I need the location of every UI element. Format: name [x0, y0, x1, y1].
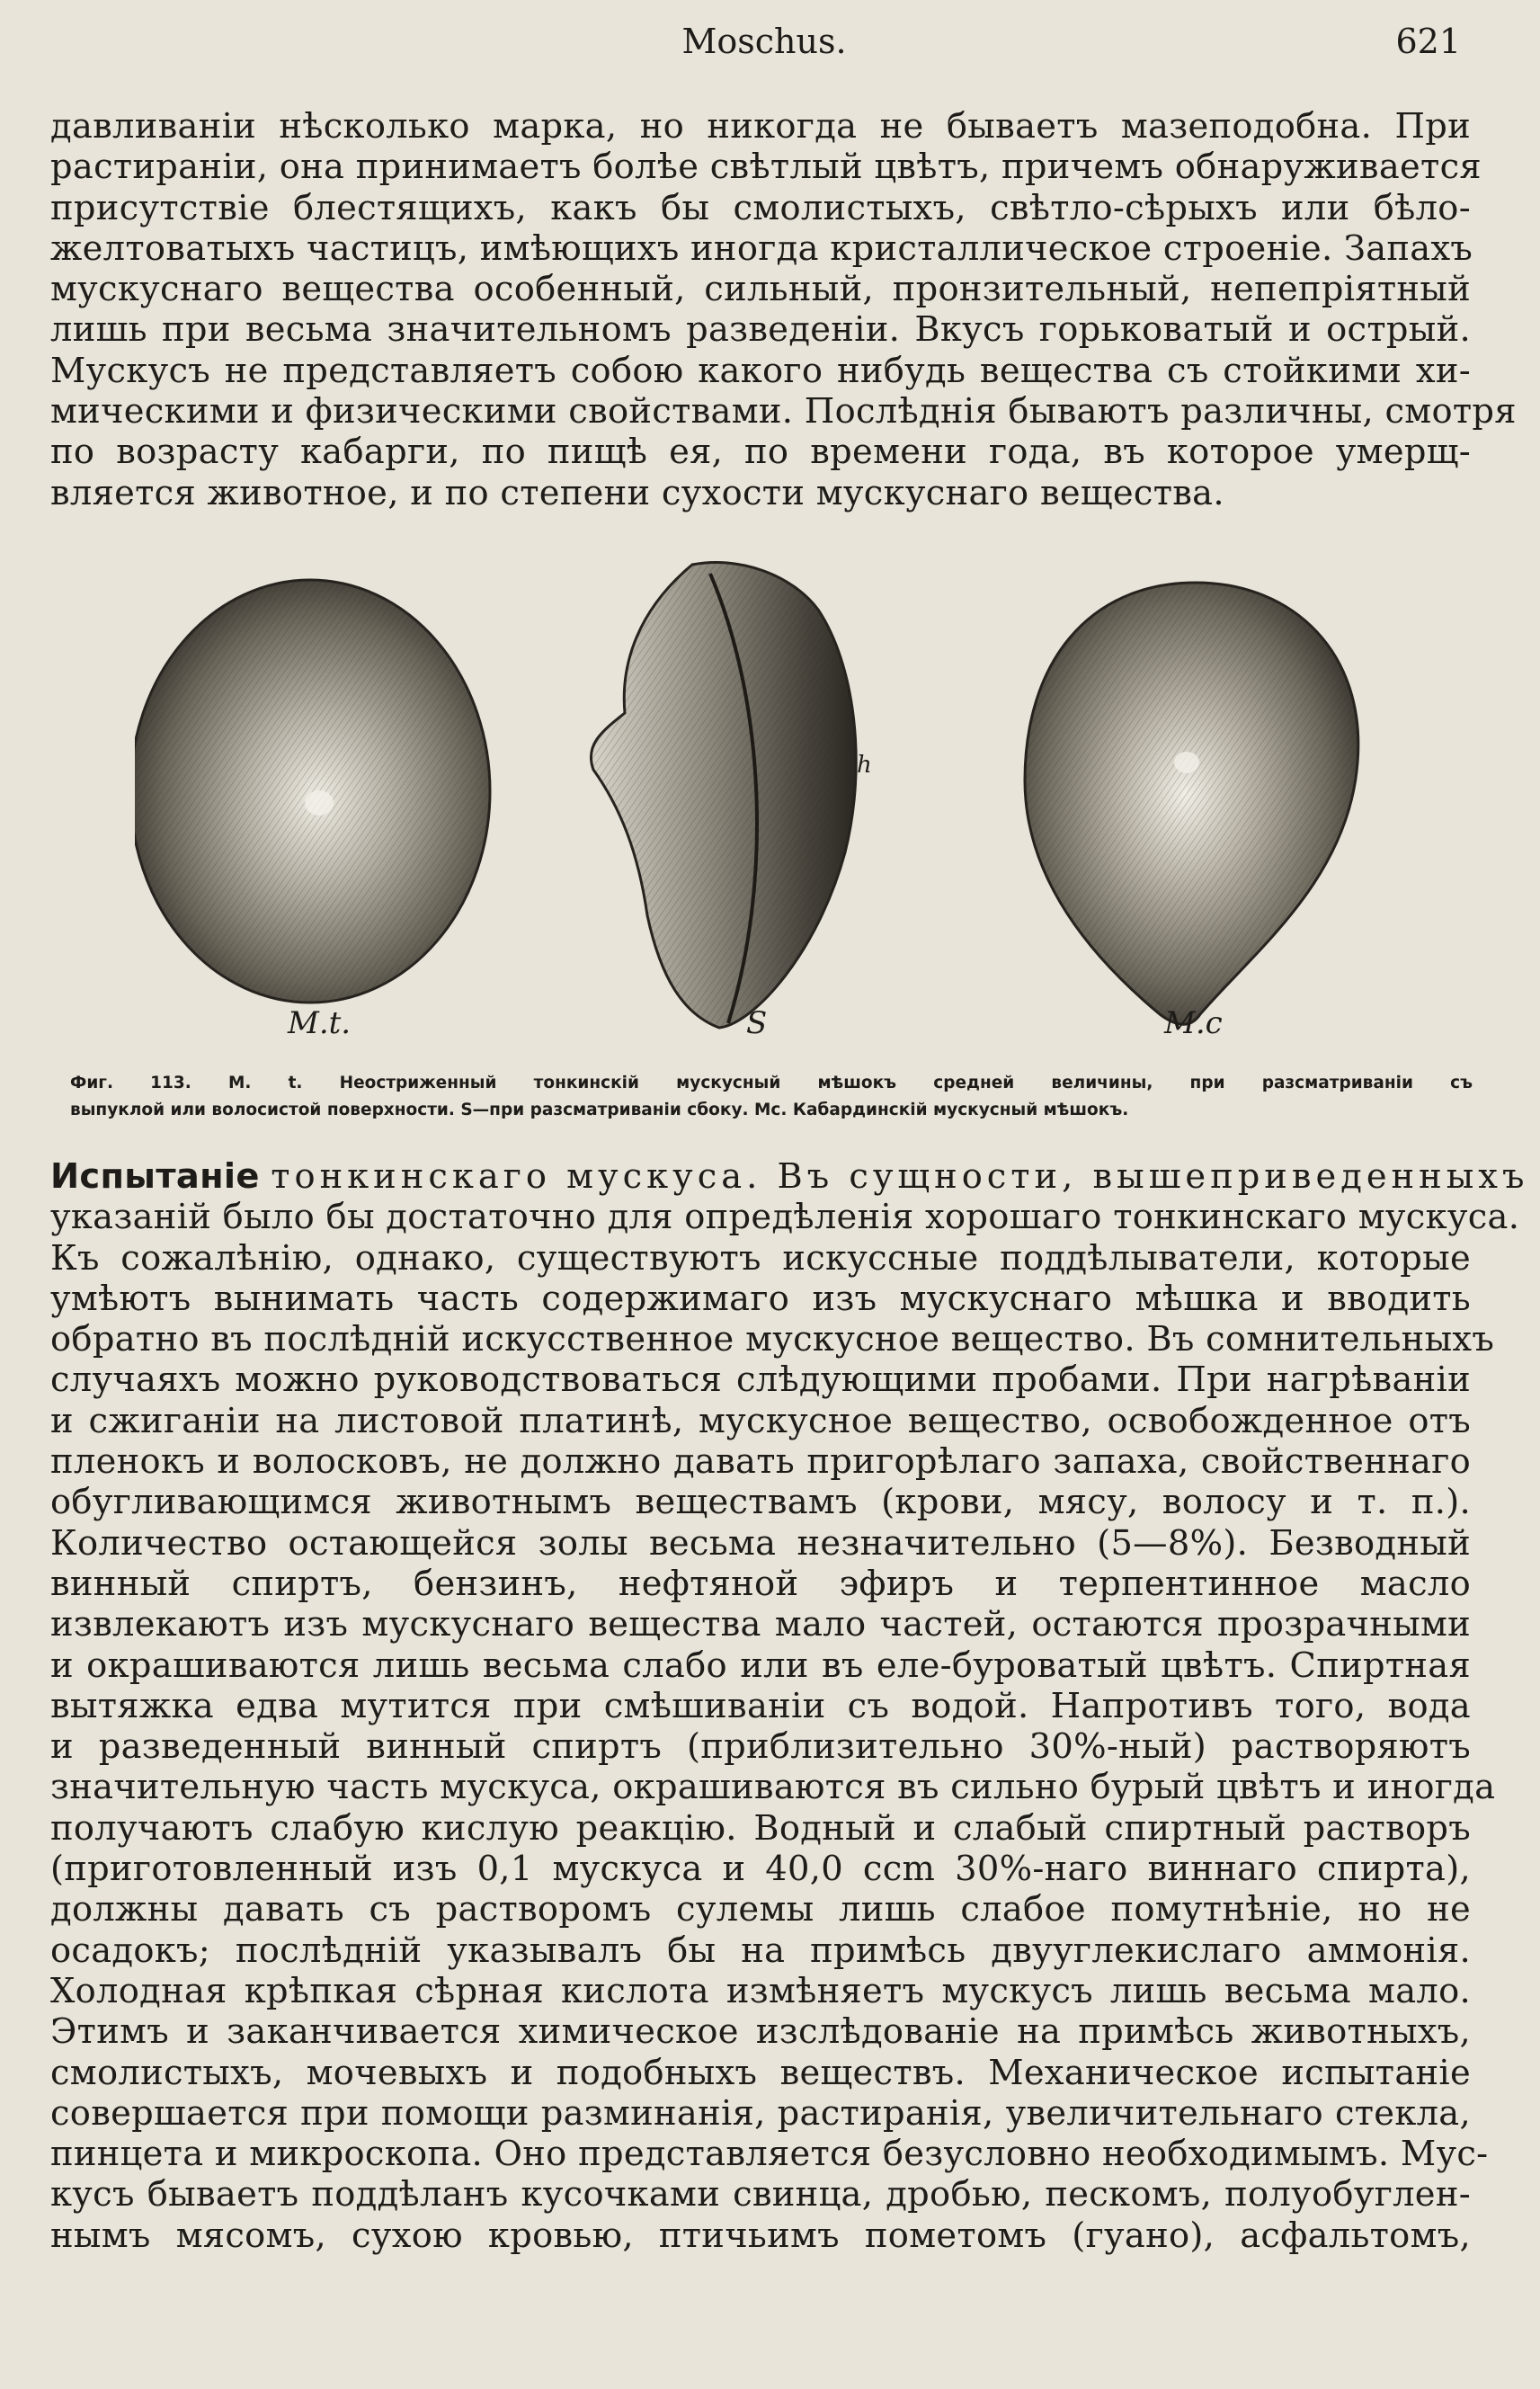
- text-line: (приготовленный изъ 0,1 мускуса и 40,0 ccm 30%-наго виннаго спирта),: [50, 1849, 1471, 1890]
- text-line: значительную часть мускуса, окрашиваются въ сильно бурый цвѣтъ и иногда: [50, 1767, 1496, 1808]
- text-line: Количество остающейся золы весьма незначительно (5—8%). Безводный: [50, 1522, 1471, 1564]
- text-line: осадокъ; послѣдній указывалъ бы на примѣсь двууглекислаго аммонія.: [50, 1930, 1471, 1971]
- run-in-heading: Испытаніе: [50, 1156, 260, 1197]
- text-line: Этимъ и заканчивается химическое изслѣдованіе на примѣсь животныхъ,: [50, 2011, 1471, 2053]
- text-line: лишь при весьма значительномъ разведеніи. Вкусъ горьковатый и острый.: [50, 309, 1471, 351]
- musk-pod-tonkin-front: [135, 580, 490, 1003]
- text-line: вытяжка едва мутится при смѣшиваніи съ водой. Напротивъ того, вода: [50, 1685, 1471, 1726]
- text-line: по возрасту кабарги, по пищѣ ея, по времени года, въ которое умерщ-: [50, 432, 1471, 473]
- musk-pod-kabardin: [1025, 583, 1358, 1024]
- text-line: совершается при помощи разминанія, растиранія, увеличительнаго стекла,: [50, 2092, 1471, 2134]
- text-line: и разведенный винный спиртъ (приблизительно 30%-ный) растворяютъ: [50, 1726, 1471, 1768]
- text-line-first: [50, 1156, 1529, 1197]
- text-line: давливаніи нѣсколько марка, но никогда не бываетъ мазеподобна. При: [50, 106, 1471, 147]
- figure-label-mc: M.c: [1164, 1005, 1223, 1041]
- text-line: и сжиганіи на листовой платинѣ, мускусное вещество, освобожденное отъ: [50, 1400, 1471, 1441]
- text-line: винный спиртъ, бензинъ, нефтяной эфиръ и терпентинное масло: [50, 1563, 1471, 1604]
- text-line: нымъ мясомъ, сухою кровью, птичьимъ пометомъ (гуано), асфальтомъ,: [50, 2215, 1471, 2256]
- text-line: растираніи, она принимаетъ болѣе свѣтлый цвѣтъ, причемъ обнаруживается: [50, 147, 1482, 188]
- text-line: вляется животное, и по степени сухости мускуснаго вещества.: [50, 472, 1224, 513]
- text-line: случаяхъ можно руководствоваться слѣдующими пробами. При нагрѣваніи: [50, 1359, 1471, 1401]
- text-line: мускуснаго вещества особенный, сильный, пронзительный, непепріятный: [50, 269, 1471, 310]
- text-line: должны давать съ растворомъ сулемы лишь слабое помутнѣніе, но не: [50, 1889, 1471, 1930]
- text-line: присутствіе блестящихъ, какъ бы смолистыхъ, свѣтло-сѣрыхъ или бѣло-: [50, 187, 1471, 228]
- text-line: пленокъ и волосковъ, не должно давать пригорѣлаго запаха, свойственнаго: [50, 1441, 1471, 1483]
- page-header: [0, 16, 1540, 70]
- text-line: обугливающимся животнымъ веществамъ (крови, мясу, волосу и т. п.).: [50, 1482, 1471, 1523]
- page-number: 621: [1395, 22, 1461, 61]
- text-line: указаній было бы достаточно для опредѣленія хорошаго тонкинскаго мускуса.: [50, 1197, 1520, 1238]
- caption-line: Фиг. 113. М. t. Неостриженный тонкинскій мускусный мѣшокъ средней величины, при разсматриваніи съ: [70, 1074, 1473, 1092]
- figure-label-mt: M.t.: [288, 1005, 352, 1041]
- text-line: извлекаютъ изъ мускуснаго вещества мало частей, остаются прозрачными: [50, 1604, 1471, 1645]
- musk-pod-side-view: [591, 562, 856, 1028]
- figure-label-h: h: [857, 752, 872, 779]
- text-line: желтоватыхъ частицъ, имѣющихъ иногда кристаллическое строеніе. Запахъ: [50, 227, 1473, 269]
- figure-label-s: S: [746, 1005, 768, 1041]
- paragraph-testing-musk: [50, 1156, 1529, 2256]
- text-line: получаютъ слабую кислую реакцію. Водный и слабый спиртный растворъ: [50, 1807, 1471, 1849]
- musk-pod-illustration: [135, 556, 1474, 1052]
- text-line: смолистыхъ, мочевыхъ и подобныхъ веществъ. Механическое испытаніе: [50, 2052, 1471, 2093]
- figure-caption: [70, 1070, 1473, 1124]
- text-line: пинцета и микроскопа. Оно представляется безусловно необходимымъ. Мус-: [50, 2134, 1489, 2175]
- text-line: Мускусъ не представляетъ собою какого нибудь вещества съ стойкими хи-: [50, 350, 1471, 391]
- text-line: мическими и физическими свойствами. Послѣднія бываютъ различны, смотря: [50, 391, 1517, 432]
- text-line: кусъ бываетъ поддѣланъ кусочками свинца, дробью, пескомъ, полуобуглен-: [50, 2174, 1471, 2215]
- paragraph-musk-properties: [50, 106, 1517, 513]
- text-line: Къ сожалѣнію, однако, существуютъ искуссные поддѣлыватели, которые: [50, 1237, 1471, 1279]
- text-line: умѣютъ вынимать часть содержимаго изъ мускуснаго мѣшка и вводить: [50, 1278, 1471, 1319]
- text-line: и окрашиваются лишь весьма слабо или въ еле-буроватый цвѣтъ. Спиртная: [50, 1645, 1471, 1686]
- text-line: Холодная крѣпкая сѣрная кислота измѣняетъ мускусъ лишь весьма мало.: [50, 1970, 1471, 2011]
- first-line-text: тонкинскаго мускуса. Въ сущности, вышеприведенныхъ: [271, 1156, 1529, 1197]
- running-head: Moschus.: [681, 22, 847, 61]
- caption-line: выпуклой или волосистой поверхности. S—при разсматриваніи сбоку. Мс. Кабардинскій мускусный мѣшокъ.: [70, 1101, 1129, 1119]
- figure-113-musk-pods: [135, 556, 1474, 1052]
- text-line: обратно въ послѣдній искусственное мускусное вещество. Въ сомнительныхъ: [50, 1319, 1495, 1360]
